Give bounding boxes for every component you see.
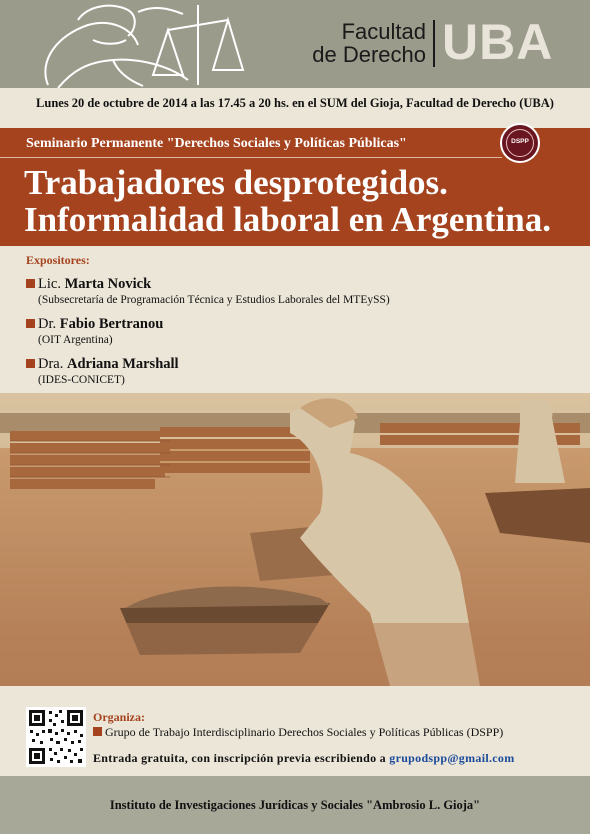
speaker-name-line: [26, 356, 179, 373]
photo-illustration: [0, 393, 590, 686]
speaker-item: [26, 316, 163, 347]
seal-text: DSPP: [511, 138, 529, 145]
title-line-2: Informalidad laboral en Argentina.: [24, 200, 551, 239]
faculty-name: [300, 20, 426, 66]
organizer-label: Organiza:: [93, 710, 145, 724]
dspp-seal-icon: [500, 123, 540, 163]
registration-text: Entrada gratuita, con inscripción previa escribiendo a: [93, 751, 390, 765]
header-banner: [0, 0, 590, 88]
organizer-text: Grupo de Trabajo Interdisciplinario Derechos Sociales y Políticas Públicas (DSPP): [105, 725, 504, 739]
brickmakers-photo: [0, 393, 590, 686]
event-title: [24, 164, 551, 238]
speaker-prefix: Dra.: [38, 356, 67, 372]
registration-info: [93, 751, 515, 766]
bullet-square-icon: [26, 359, 35, 368]
university-logo-text: UBA: [442, 14, 554, 70]
title-line-1: Trabajadores desprotegidos.: [24, 163, 448, 202]
speaker-name: Fabio Bertranou: [59, 316, 164, 332]
organizer-name: [93, 725, 503, 740]
speakers-label: Expositores:: [26, 253, 90, 267]
speaker-item: [26, 276, 390, 307]
faculty-logo-illustration: [18, 0, 258, 88]
event-date: Lunes 20 de octubre de 2014 a las 17.45 a 20 hs. en el SUM del Gioja, Facultad de Derecho (UBA): [0, 88, 590, 118]
faculty-line-2: de Derecho: [312, 42, 426, 67]
seminar-name: Seminario Permanente "Derechos Sociales y Políticas Públicas": [26, 136, 407, 151]
speaker-name: Marta Novick: [64, 276, 152, 292]
speaker-name: Adriana Marshall: [67, 356, 179, 372]
bullet-square-icon: [26, 279, 35, 288]
contact-email-link[interactable]: grupodspp@gmail.com: [389, 751, 515, 765]
speaker-affiliation: (IDES-CONICET): [38, 374, 125, 386]
bullet-square-icon: [26, 319, 35, 328]
speaker-affiliation: (OIT Argentina): [38, 334, 113, 346]
speaker-item: [26, 356, 179, 387]
header-divider: [433, 20, 435, 67]
speaker-prefix: Dr.: [38, 316, 60, 332]
speaker-name-line: [26, 316, 163, 333]
band-divider: [0, 157, 502, 158]
faculty-line-1: Facultad: [341, 19, 426, 44]
bullet-square-icon: [93, 727, 102, 736]
speaker-affiliation: (Subsecretaría de Programación Técnica y Estudios Laborales del MTEySS): [38, 294, 390, 306]
speaker-name-line: [26, 276, 390, 293]
qr-code-icon[interactable]: [26, 707, 86, 767]
institute-name: Instituto de Investigaciones Jurídicas y Sociales "Ambrosio L. Gioja": [0, 776, 590, 834]
speaker-prefix: Lic.: [38, 276, 65, 292]
